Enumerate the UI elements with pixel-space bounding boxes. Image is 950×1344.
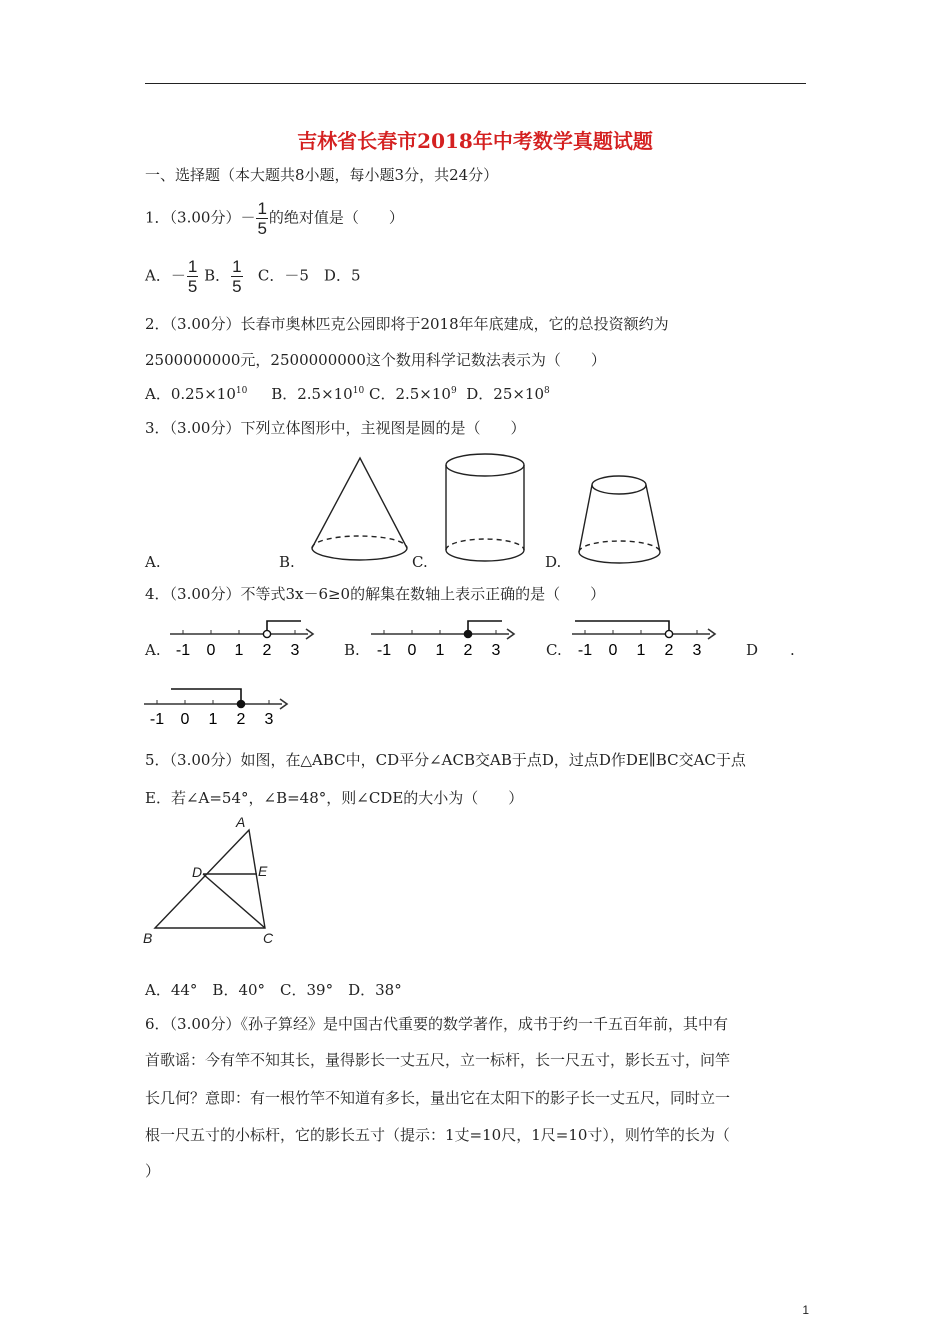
option-label-d: D (746, 641, 759, 659)
svg-text:0: 0 (608, 642, 618, 659)
svg-text:2: 2 (664, 642, 674, 659)
closed-endpoint (237, 700, 244, 707)
question-3: 3．（3.00分）下列立体图形中，主视图是圆的是（ ） (145, 419, 526, 437)
svg-text:B: B (143, 930, 153, 946)
question-5-line-2: E．若∠A=54°，∠B=48°，则∠CDE的大小为（ ） (145, 789, 524, 807)
cone-figure (312, 458, 407, 560)
figure-label-d: D. (545, 553, 562, 571)
question-2-line-2: 2500000000元，2500000000这个数用科学记数法表示为（ ） (145, 351, 606, 369)
question-2-options: A．$0.25\times 10^{10}$ B．$2.5\times 10^{10}$ C．$2.5\times 10^9$ D．$25\times 10^8$ (145, 385, 550, 403)
option-label-c: C. (546, 641, 562, 659)
svg-text:0: 0 (407, 642, 417, 659)
svg-text:2: 2 (236, 711, 246, 728)
svg-text:0: 0 (206, 642, 216, 659)
question-5-options: A．44° B．40° C．39° D．38° (145, 981, 402, 999)
svg-text:1: 1 (636, 642, 646, 659)
svg-text:3: 3 (692, 642, 702, 659)
frustum-figure (579, 476, 660, 563)
number-line-a (165, 618, 320, 662)
svg-text:1: 1 (208, 711, 218, 728)
svg-text:-1: -1 (149, 711, 165, 728)
svg-text:3: 3 (491, 642, 501, 659)
svg-text:-1: -1 (577, 642, 593, 659)
triangle-figure (140, 812, 290, 952)
svg-text:2: 2 (463, 642, 473, 659)
question-6-line-4: 根一尺五寸的小标杆，它的影长五寸（提示：1丈=10尺，1尺=10寸），则竹竿的长为（ (145, 1126, 730, 1144)
svg-text:1: 1 (435, 642, 445, 659)
svg-text:A: A (236, 814, 246, 830)
question-4: 4．（3.00分）不等式3x－6≥0的解集在数轴上表示正确的是（ ） (145, 585, 606, 603)
cylinder-figure (446, 454, 524, 561)
fraction: $\frac{1}{5}$ (232, 257, 242, 296)
number-line-c (567, 618, 722, 662)
open-endpoint (263, 630, 270, 637)
number-line-d (139, 684, 294, 728)
question-5-line-1: 5．（3.00分）如图，在△ABC中，CD平分∠ACB交AB于点D，过点D作DE∥BC交AC于点 (145, 751, 746, 769)
question-6-line-3: 长几何？意即：有一根竹竿不知道有多长，量出它在太阳下的影子长一丈五尺，同时立一 (145, 1089, 731, 1107)
figure-label-c: C. (412, 553, 428, 571)
svg-text:D: D (192, 864, 203, 880)
fraction: $\frac{1}{5}$ (187, 257, 198, 296)
question-6-line-2: 首歌谣：今有竿不知其长，量得影长一丈五尺，立一标杆，长一尺五寸，影长五寸，问竿 (145, 1051, 731, 1069)
figure-label-a: A. (145, 553, 161, 571)
closed-endpoint (464, 630, 471, 637)
svg-text:E: E (258, 863, 268, 879)
svg-text:-1: -1 (376, 642, 392, 659)
question-1: 1．（3.00分）－ $\frac{1}{5}$ 的绝对值是（ ） (145, 199, 404, 238)
svg-text:1: 1 (234, 642, 244, 659)
option-label-dot: . (790, 641, 795, 659)
svg-text:C: C (263, 930, 274, 946)
svg-text:2: 2 (262, 642, 272, 659)
question-6-line-1: 6．（3.00分）《孙子算经》是中国古代重要的数学著作，成书于约一千五百年前，其中有 (145, 1015, 728, 1033)
svg-text:3: 3 (264, 711, 274, 728)
question-2-line-1: 2．（3.00分）长春市奥林匹克公园即将于2018年年底建成，它的总投资额约为 (145, 315, 669, 333)
open-endpoint (665, 630, 672, 637)
svg-text:-1: -1 (175, 642, 191, 659)
question-1-options: A．－ $\frac{1}{5}$ B． $\frac{1}{5}$ C．－5 D．5 (145, 257, 361, 296)
fraction: $\frac{1}{5}$ (257, 199, 267, 238)
svg-text:3: 3 (290, 642, 300, 659)
option-label-a: A. (145, 641, 161, 659)
number-line-b (366, 618, 521, 662)
figure-label-b: B. (279, 553, 295, 571)
header-rule (145, 83, 806, 84)
option-label-b: B. (344, 641, 360, 659)
page-number: 1 (802, 1303, 809, 1317)
page-title: 吉林省长春市2018年中考数学真题试题 (297, 129, 653, 153)
question-6-line-5: ） (145, 1162, 161, 1180)
section-heading: 一、选择题（本大题共8小题，每小题3分，共24分） (145, 166, 499, 184)
svg-text:0: 0 (180, 711, 190, 728)
